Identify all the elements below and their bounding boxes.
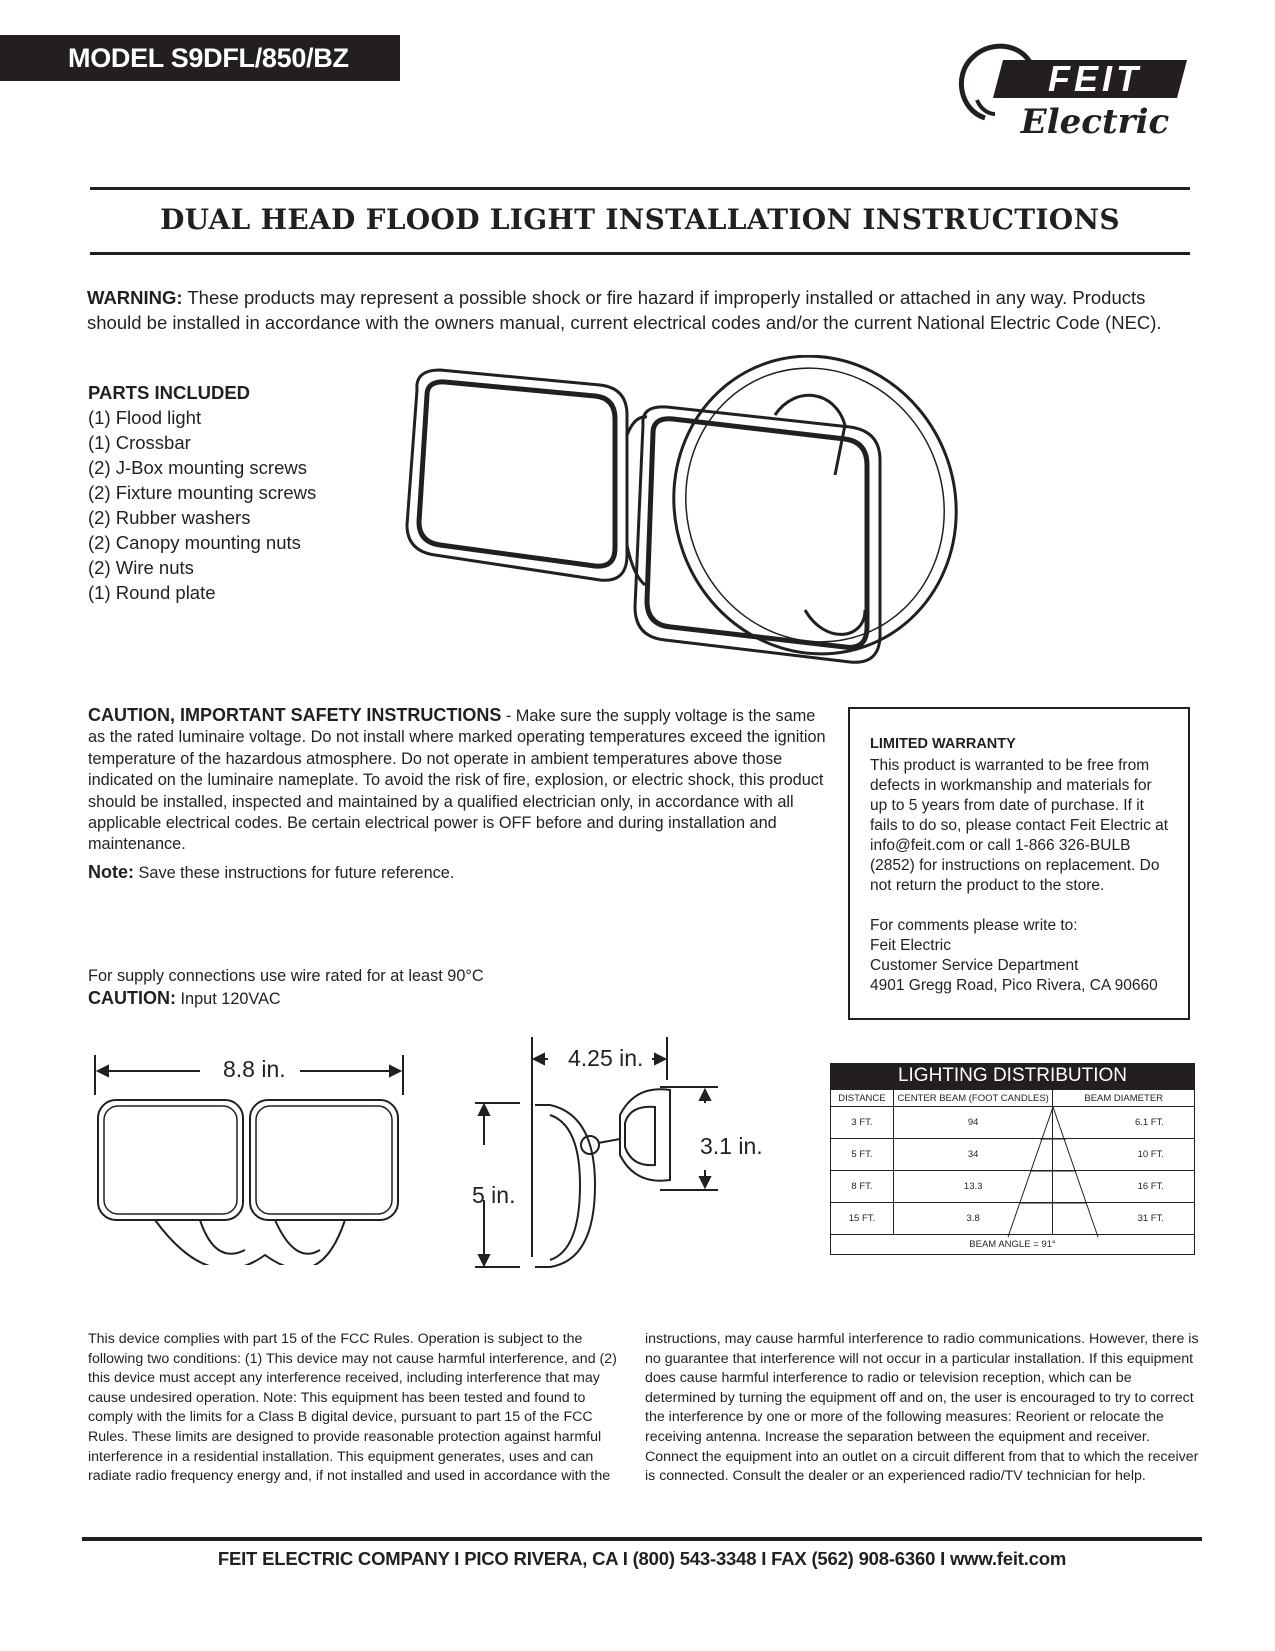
parts-included xyxy=(88,380,316,605)
parts-item: (2) J-Box mounting screws xyxy=(88,457,307,478)
note-paragraph xyxy=(88,862,454,883)
table-header: DISTANCE xyxy=(831,1090,894,1107)
dimension-depth-label: 4.25 in. xyxy=(568,1045,644,1071)
note-text: Save these instructions for future reference. xyxy=(134,864,455,882)
parts-item: (1) Flood light xyxy=(88,407,202,428)
table-row: 8 FT. 13.3 16 FT. xyxy=(831,1171,1195,1203)
table-row-beam-angle: BEAM ANGLE = 91° xyxy=(831,1235,1195,1255)
parts-item: (2) Wire nuts xyxy=(88,557,194,578)
warranty-heading: LIMITED WARRANTY xyxy=(870,736,1016,752)
dimension-base-label: 3.1 in. xyxy=(700,1133,763,1159)
page-title: DUAL HEAD FLOOD LIGHT INSTALLATION INSTRUCTIONS xyxy=(160,203,1120,236)
feit-electric-logo xyxy=(955,40,1190,140)
warranty-body: This product is warranted to be free from defects in workmanship and materials for up to 5 years from date of purchase. If it fails to do so, please contact Feit Electric at info@feit.com or call 1-866 326-BULB (2852) for instructions on replacement. Do not return the product to the store. xyxy=(870,757,1169,894)
supply-text: For supply connections use wire rated for at least 90°C xyxy=(88,967,484,985)
warning-text: These products may represent a possible shock or fire hazard if improperly installed or attached in any way. Products should be installed in accordance with the owners manual, current electrical codes and/or the current National Electric Code (NEC). xyxy=(87,287,1162,333)
parts-item: (2) Canopy mounting nuts xyxy=(88,532,301,553)
lighting-distribution xyxy=(830,1063,1195,1255)
footer-contact: FEIT ELECTRIC COMPANY I PICO RIVERA, CA I (800) 543-3348 I FAX (562) 908-6360 I www.feit.com xyxy=(217,1548,1067,1569)
lighting-table xyxy=(830,1089,1195,1255)
dimension-width-label: 8.8 in. xyxy=(223,1056,286,1082)
caution-label: CAUTION, IMPORTANT SAFETY INSTRUCTIONS xyxy=(88,705,502,725)
warranty-contact-line: Feit Electric xyxy=(870,937,951,954)
dimension-height-label: 5 in. xyxy=(472,1182,516,1208)
warranty-contact-line: 4901 Gregg Road, Pico Rivera, CA 90660 xyxy=(870,977,1158,994)
logo-electric-text: Electric xyxy=(1020,102,1170,140)
model-number: MODEL S9DFL/850/BZ xyxy=(0,35,400,81)
warranty-contact-line: Customer Service Department xyxy=(870,957,1079,974)
logo-feit-text: FEIT xyxy=(1048,58,1142,99)
parts-item: (1) Round plate xyxy=(88,582,216,603)
title-rule-top xyxy=(90,187,1190,190)
table-header: CENTER BEAM (FOOT CANDLES) xyxy=(893,1090,1052,1107)
caution-paragraph xyxy=(88,705,828,856)
fcc-statement-left: This device complies with part 15 of the FCC Rules. Operation is subject to the following two conditions: (1) This device may not cause harmful interference, and (2) this device must accept any interference received, including interference that may cause undesired operation. Note: This equipment has been tested and found to comply with the limits for a Class B digital device, pursuant to part 15 of the FCC Rules. These limits are designed to provide reasonable protection against harmful interference in a residential installation. This equipment generates, uses and can radiate radio frequency energy and, if not installed and used in accordance with the xyxy=(88,1331,617,1485)
caution-text: - Make sure the supply voltage is the same as the rated luminaire voltage. Do not install where marked operating temperatures exceed the ignition temperature of the hazardous atmosphere. Do not operate in ambient temperatures above those indicated on the luminaire nameplate. To avoid the risk of fire, explosion, or electric shock, this product should be installed, inspected and maintained by a qualified electrician only, in accordance with all applicable electrical codes. Be certain electrical power is OFF before and during installation and maintenance. xyxy=(88,707,826,854)
table-row: 15 FT. 3.8 31 FT. xyxy=(831,1203,1195,1235)
warning-label: WARNING: xyxy=(87,287,183,308)
supply-info xyxy=(88,965,484,1010)
flood-light-illustration xyxy=(395,355,965,690)
parts-heading: PARTS INCLUDED xyxy=(88,382,251,403)
note-label: Note: xyxy=(88,862,134,882)
fcc-statement-right: instructions, may cause harmful interference to radio communications. However, there is no guarantee that interference will not occur in a particular installation. If this equipment does cause harmful interference to radio or television reception, which can be determined by turning the equipment off and on, the user is encouraged to try to correct the interference by one or more of the following measures: Reorient or relocate the receiving antenna. Increase the separation between the equipment and receiver. Connect the equipment into an outlet on a circuit different from that to which the receiver is connected. Consult the dealer or an experienced radio/TV technician for help. xyxy=(645,1331,1199,1485)
table-row: 3 FT. 94 6.1 FT. xyxy=(831,1107,1195,1139)
limited-warranty-box xyxy=(848,707,1190,1020)
warranty-contact-line: For comments please write to: xyxy=(870,917,1078,934)
table-row: 5 FT. 34 10 FT. xyxy=(831,1139,1195,1171)
parts-item: (2) Rubber washers xyxy=(88,507,251,528)
parts-item: (1) Crossbar xyxy=(88,432,191,453)
footer-rule xyxy=(82,1537,1202,1541)
supply-caution-text: Input 120VAC xyxy=(176,990,281,1008)
warning-paragraph xyxy=(87,286,1197,335)
parts-item: (2) Fixture mounting screws xyxy=(88,482,317,503)
table-header: BEAM DIAMETER xyxy=(1053,1090,1195,1107)
lighting-distribution-title: LIGHTING DISTRIBUTION xyxy=(830,1063,1195,1089)
supply-caution-label: CAUTION: xyxy=(88,988,176,1008)
title-rule-bottom xyxy=(90,252,1190,255)
